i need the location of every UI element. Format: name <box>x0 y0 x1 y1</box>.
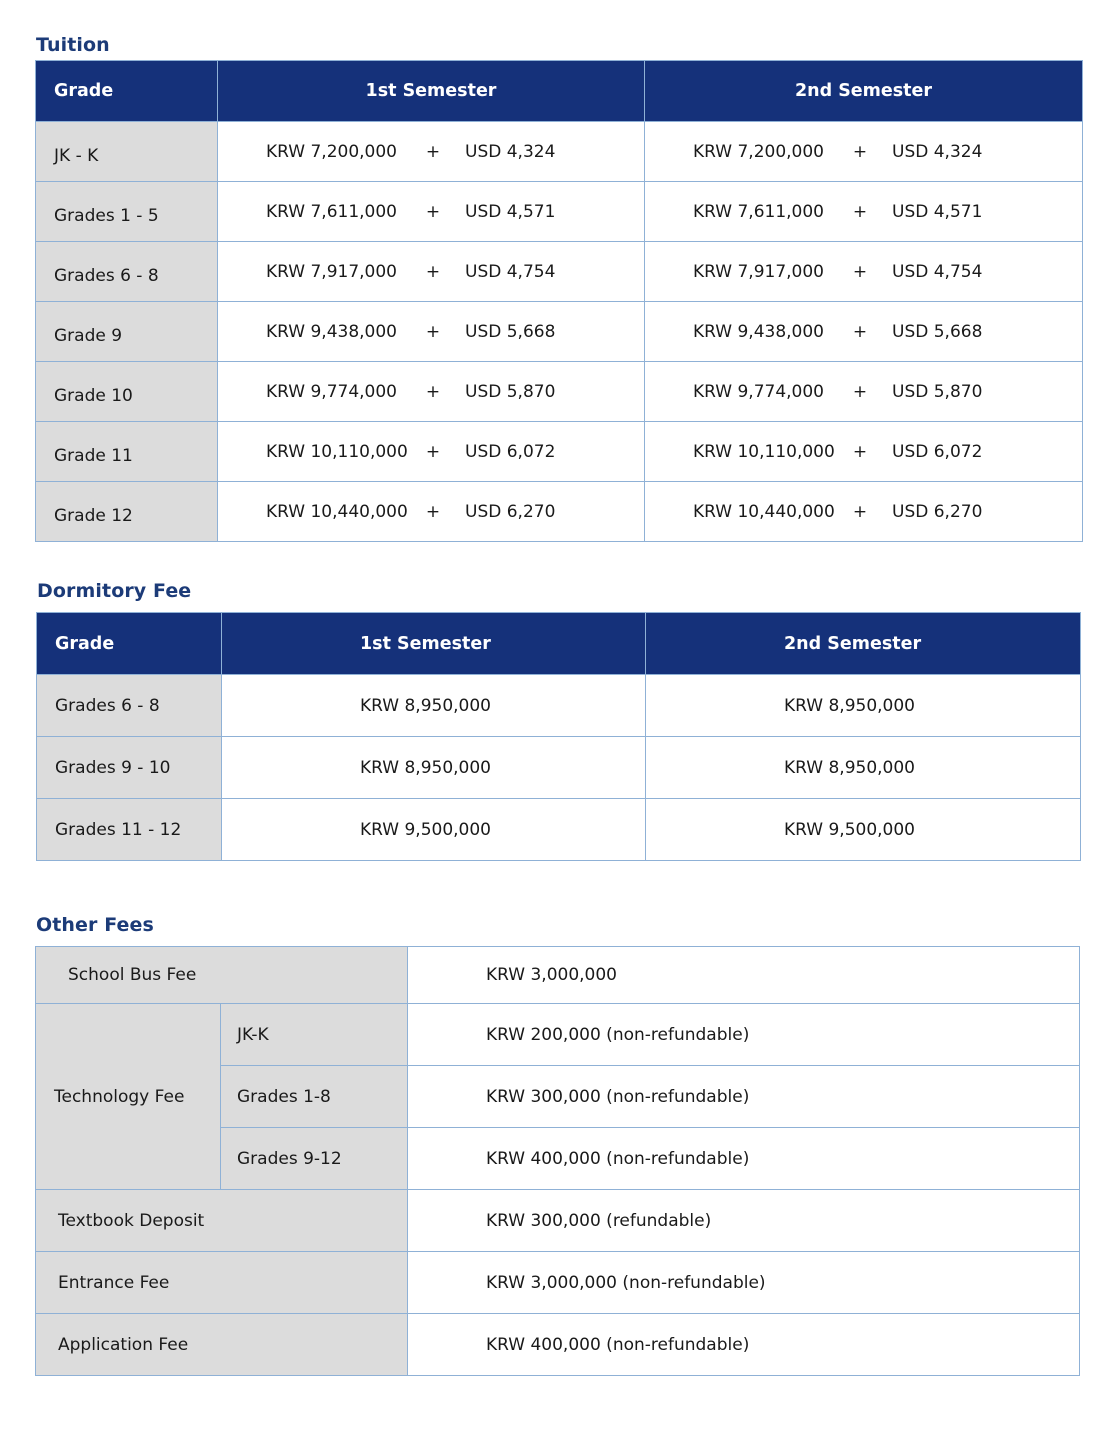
tuition-2nd-cell <box>645 242 1083 302</box>
plus-sign: + <box>425 441 441 462</box>
usd-amount: USD 4,324 <box>892 141 983 162</box>
entrance-fee-label: Entrance Fee <box>36 1252 408 1314</box>
tuition-1st-cell <box>218 302 645 362</box>
header-1st-semester: 1st Semester <box>222 613 646 675</box>
krw-amount: KRW 7,200,000 <box>266 141 398 162</box>
textbook-row <box>36 1190 1080 1252</box>
tuition-header-row <box>36 61 1083 122</box>
plus-sign: + <box>425 321 441 342</box>
tuition-1st-cell <box>218 482 645 542</box>
tuition-2nd-cell <box>645 482 1083 542</box>
dormitory-header-row <box>37 613 1081 675</box>
tuition-row <box>36 422 1083 482</box>
other-fees-table <box>35 946 1080 1376</box>
application-row <box>36 1314 1080 1376</box>
technology-grade: Grades 9-12 <box>221 1128 408 1190</box>
krw-amount: KRW 9,438,000 <box>693 321 825 342</box>
header-2nd-semester: 2nd Semester <box>645 61 1083 122</box>
dormitory-1st-semester-value: KRW 8,950,000 <box>222 675 646 737</box>
textbook-deposit-value: KRW 300,000 (refundable) <box>408 1190 1080 1252</box>
plus-sign: + <box>852 321 868 342</box>
dormitory-row <box>37 737 1081 799</box>
school-bus-value: KRW 3,000,000 <box>408 947 1080 1004</box>
tuition-grade: Grade 12 <box>36 482 218 542</box>
krw-amount: KRW 10,110,000 <box>693 441 835 462</box>
usd-amount: USD 5,870 <box>892 381 983 402</box>
technology-grade: JK-K <box>221 1004 408 1066</box>
dormitory-1st-semester-value: KRW 9,500,000 <box>222 799 646 861</box>
technology-value: KRW 400,000 (non-refundable) <box>408 1128 1080 1190</box>
dormitory-2nd-semester-value: KRW 9,500,000 <box>646 799 1081 861</box>
plus-sign: + <box>425 141 441 162</box>
tuition-grade: JK - K <box>36 122 218 182</box>
application-fee-value: KRW 400,000 (non-refundable) <box>408 1314 1080 1376</box>
technology-grade: Grades 1-8 <box>221 1066 408 1128</box>
school-bus-label: School Bus Fee <box>36 947 408 1004</box>
plus-sign: + <box>852 381 868 402</box>
krw-amount: KRW 7,917,000 <box>266 261 398 282</box>
plus-sign: + <box>852 441 868 462</box>
tuition-row <box>36 182 1083 242</box>
technology-row <box>36 1004 1080 1066</box>
krw-amount: KRW 7,917,000 <box>693 261 825 282</box>
dormitory-row <box>37 799 1081 861</box>
usd-amount: USD 6,270 <box>892 501 983 522</box>
dormitory-grade: Grades 9 - 10 <box>37 737 222 799</box>
dormitory-row <box>37 675 1081 737</box>
dormitory-grade: Grades 6 - 8 <box>37 675 222 737</box>
tuition-row <box>36 482 1083 542</box>
tuition-2nd-cell <box>645 422 1083 482</box>
tuition-grade: Grades 1 - 5 <box>36 182 218 242</box>
krw-amount: KRW 7,200,000 <box>693 141 825 162</box>
tuition-1st-cell <box>218 362 645 422</box>
krw-amount: KRW 10,440,000 <box>266 501 408 522</box>
plus-sign: + <box>852 141 868 162</box>
tuition-1st-cell <box>218 182 645 242</box>
plus-sign: + <box>852 501 868 522</box>
tuition-2nd-cell <box>645 182 1083 242</box>
tuition-2nd-cell <box>645 302 1083 362</box>
usd-amount: USD 4,754 <box>892 261 983 282</box>
plus-sign: + <box>425 501 441 522</box>
krw-amount: KRW 7,611,000 <box>266 201 398 222</box>
usd-amount: USD 5,870 <box>465 381 556 402</box>
plus-sign: + <box>852 201 868 222</box>
tuition-row <box>36 242 1083 302</box>
textbook-deposit-label: Textbook Deposit <box>36 1190 408 1252</box>
plus-sign: + <box>425 201 441 222</box>
dormitory-table <box>36 612 1081 861</box>
usd-amount: USD 6,072 <box>465 441 556 462</box>
tuition-2nd-cell <box>645 122 1083 182</box>
plus-sign: + <box>852 261 868 282</box>
tuition-1st-cell <box>218 122 645 182</box>
technology-fee-label: Technology Fee <box>36 1004 221 1190</box>
tuition-grade: Grades 6 - 8 <box>36 242 218 302</box>
technology-value: KRW 300,000 (non-refundable) <box>408 1066 1080 1128</box>
header-grade: Grade <box>37 613 222 675</box>
krw-amount: KRW 7,611,000 <box>693 201 825 222</box>
technology-value: KRW 200,000 (non-refundable) <box>408 1004 1080 1066</box>
tuition-grade: Grade 10 <box>36 362 218 422</box>
entrance-row <box>36 1252 1080 1314</box>
tuition-row <box>36 362 1083 422</box>
krw-amount: KRW 9,774,000 <box>266 381 398 402</box>
tuition-1st-cell <box>218 422 645 482</box>
dormitory-title: Dormitory Fee <box>37 580 192 602</box>
application-fee-label: Application Fee <box>36 1314 408 1376</box>
plus-sign: + <box>425 381 441 402</box>
usd-amount: USD 4,754 <box>465 261 556 282</box>
entrance-fee-value: KRW 3,000,000 (non-refundable) <box>408 1252 1080 1314</box>
dormitory-2nd-semester-value: KRW 8,950,000 <box>646 737 1081 799</box>
tuition-table <box>35 60 1083 542</box>
header-2nd-semester: 2nd Semester <box>646 613 1081 675</box>
tuition-1st-cell <box>218 242 645 302</box>
tuition-title: Tuition <box>36 34 110 56</box>
krw-amount: KRW 9,438,000 <box>266 321 398 342</box>
usd-amount: USD 4,571 <box>465 201 556 222</box>
tuition-grade: Grade 9 <box>36 302 218 362</box>
school-bus-row <box>36 947 1080 1004</box>
usd-amount: USD 6,270 <box>465 501 556 522</box>
krw-amount: KRW 9,774,000 <box>693 381 825 402</box>
other-fees-title: Other Fees <box>36 914 154 936</box>
usd-amount: USD 5,668 <box>465 321 556 342</box>
tuition-grade: Grade 11 <box>36 422 218 482</box>
usd-amount: USD 5,668 <box>892 321 983 342</box>
header-1st-semester: 1st Semester <box>218 61 645 122</box>
header-grade: Grade <box>36 61 218 122</box>
dormitory-grade: Grades 11 - 12 <box>37 799 222 861</box>
krw-amount: KRW 10,440,000 <box>693 501 835 522</box>
krw-amount: KRW 10,110,000 <box>266 441 408 462</box>
dormitory-1st-semester-value: KRW 8,950,000 <box>222 737 646 799</box>
tuition-row <box>36 122 1083 182</box>
plus-sign: + <box>425 261 441 282</box>
tuition-row <box>36 302 1083 362</box>
usd-amount: USD 6,072 <box>892 441 983 462</box>
usd-amount: USD 4,571 <box>892 201 983 222</box>
tuition-2nd-cell <box>645 362 1083 422</box>
dormitory-2nd-semester-value: KRW 8,950,000 <box>646 675 1081 737</box>
usd-amount: USD 4,324 <box>465 141 556 162</box>
